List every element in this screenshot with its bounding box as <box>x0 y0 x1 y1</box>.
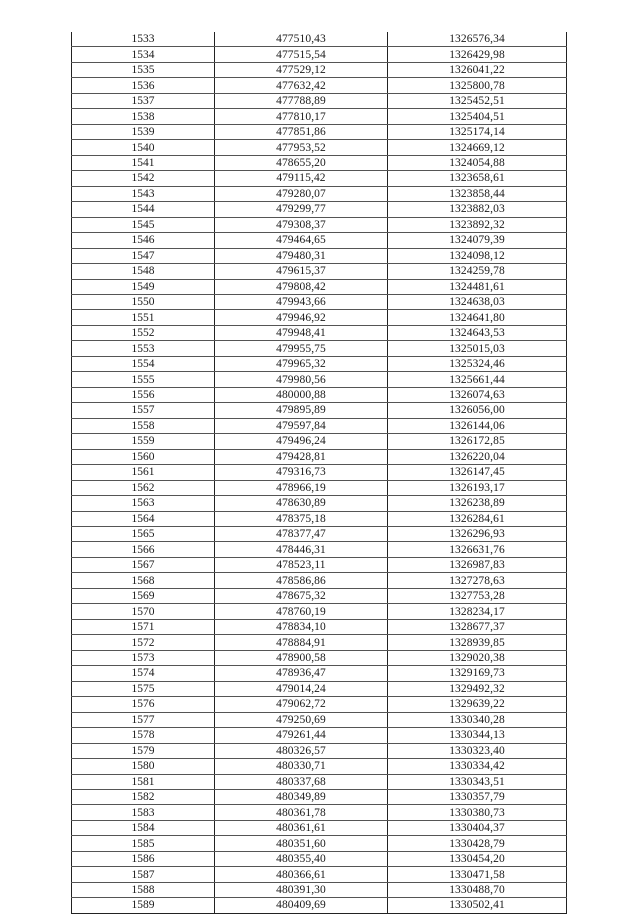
x-coordinate-cell: 480355,40 <box>215 851 388 866</box>
table-row <box>72 217 567 232</box>
table-row <box>72 124 567 139</box>
point-number-cell: 1545 <box>72 217 215 232</box>
point-number-cell: 1579 <box>72 743 215 758</box>
y-coordinate-cell: 1329020,38 <box>388 650 567 665</box>
y-coordinate-cell: 1330404,37 <box>388 820 567 835</box>
point-number-cell: 1577 <box>72 712 215 727</box>
table-row <box>72 882 567 897</box>
table-row <box>72 527 567 542</box>
point-number-cell: 1571 <box>72 619 215 634</box>
y-coordinate-cell: 1328234,17 <box>388 604 567 619</box>
y-coordinate-cell: 1325324,46 <box>388 356 567 371</box>
point-number-cell: 1561 <box>72 465 215 480</box>
point-number-cell: 1568 <box>72 573 215 588</box>
table-row <box>72 403 567 418</box>
x-coordinate-cell: 478630,89 <box>215 496 388 511</box>
y-coordinate-cell: 1330334,42 <box>388 759 567 774</box>
x-coordinate-cell: 479280,07 <box>215 186 388 201</box>
table-row <box>72 202 567 217</box>
table-row <box>72 47 567 62</box>
point-number-cell: 1576 <box>72 697 215 712</box>
x-coordinate-cell: 479062,72 <box>215 697 388 712</box>
table-row <box>72 898 567 913</box>
y-coordinate-cell: 1324641,80 <box>388 310 567 325</box>
point-number-cell: 1537 <box>72 93 215 108</box>
y-coordinate-cell: 1326238,89 <box>388 496 567 511</box>
x-coordinate-cell: 479299,77 <box>215 202 388 217</box>
y-coordinate-cell: 1324481,61 <box>388 279 567 294</box>
point-number-cell: 1551 <box>72 310 215 325</box>
table-row <box>72 310 567 325</box>
x-coordinate-cell: 479808,42 <box>215 279 388 294</box>
table-row <box>72 248 567 263</box>
y-coordinate-cell: 1326056,00 <box>388 403 567 418</box>
y-coordinate-cell: 1328677,37 <box>388 619 567 634</box>
table-row <box>72 109 567 124</box>
x-coordinate-cell: 479597,84 <box>215 418 388 433</box>
x-coordinate-cell: 478446,31 <box>215 542 388 557</box>
point-number-cell: 1558 <box>72 418 215 433</box>
table-row <box>72 32 567 47</box>
x-coordinate-cell: 479980,56 <box>215 372 388 387</box>
point-number-cell: 1543 <box>72 186 215 201</box>
y-coordinate-cell: 1327753,28 <box>388 588 567 603</box>
x-coordinate-cell: 477851,86 <box>215 124 388 139</box>
x-coordinate-cell: 479480,31 <box>215 248 388 263</box>
table-row <box>72 588 567 603</box>
table-row <box>72 233 567 248</box>
table-row <box>72 155 567 170</box>
point-number-cell: 1572 <box>72 635 215 650</box>
y-coordinate-cell: 1326987,83 <box>388 557 567 572</box>
point-number-cell: 1586 <box>72 851 215 866</box>
table-row <box>72 681 567 696</box>
table-row <box>72 356 567 371</box>
table-row <box>72 557 567 572</box>
y-coordinate-cell: 1330343,51 <box>388 774 567 789</box>
y-coordinate-cell: 1324079,39 <box>388 233 567 248</box>
point-number-cell: 1587 <box>72 867 215 882</box>
point-number-cell: 1581 <box>72 774 215 789</box>
y-coordinate-cell: 1323658,61 <box>388 171 567 186</box>
y-coordinate-cell: 1326631,76 <box>388 542 567 557</box>
y-coordinate-cell: 1326220,04 <box>388 449 567 464</box>
x-coordinate-cell: 480349,89 <box>215 789 388 804</box>
y-coordinate-cell: 1324098,12 <box>388 248 567 263</box>
point-number-cell: 1582 <box>72 789 215 804</box>
x-coordinate-cell: 478586,86 <box>215 573 388 588</box>
table-row <box>72 171 567 186</box>
point-number-cell: 1549 <box>72 279 215 294</box>
x-coordinate-cell: 479965,32 <box>215 356 388 371</box>
table-row <box>72 294 567 309</box>
y-coordinate-cell: 1330323,40 <box>388 743 567 758</box>
table-row <box>72 836 567 851</box>
x-coordinate-cell: 478523,11 <box>215 557 388 572</box>
x-coordinate-cell: 479895,89 <box>215 403 388 418</box>
x-coordinate-cell: 480361,78 <box>215 805 388 820</box>
y-coordinate-cell: 1324259,78 <box>388 264 567 279</box>
table-row <box>72 789 567 804</box>
x-coordinate-cell: 479496,24 <box>215 434 388 449</box>
y-coordinate-cell: 1324669,12 <box>388 140 567 155</box>
table-row <box>72 480 567 495</box>
table-row <box>72 341 567 356</box>
table-row <box>72 604 567 619</box>
table-row <box>72 867 567 882</box>
point-number-cell: 1578 <box>72 728 215 743</box>
x-coordinate-cell: 479615,37 <box>215 264 388 279</box>
y-coordinate-cell: 1324054,88 <box>388 155 567 170</box>
x-coordinate-cell: 480337,68 <box>215 774 388 789</box>
y-coordinate-cell: 1323892,32 <box>388 217 567 232</box>
x-coordinate-cell: 479948,41 <box>215 325 388 340</box>
point-number-cell: 1574 <box>72 666 215 681</box>
point-number-cell: 1541 <box>72 155 215 170</box>
point-number-cell: 1589 <box>72 898 215 913</box>
point-number-cell: 1560 <box>72 449 215 464</box>
x-coordinate-cell: 479014,24 <box>215 681 388 696</box>
point-number-cell: 1583 <box>72 805 215 820</box>
x-coordinate-cell: 478884,91 <box>215 635 388 650</box>
y-coordinate-cell: 1325800,78 <box>388 78 567 93</box>
x-coordinate-cell: 479250,69 <box>215 712 388 727</box>
y-coordinate-cell: 1330428,79 <box>388 836 567 851</box>
x-coordinate-cell: 477529,12 <box>215 62 388 77</box>
point-number-cell: 1535 <box>72 62 215 77</box>
table-row <box>72 743 567 758</box>
point-number-cell: 1555 <box>72 372 215 387</box>
table-row <box>72 465 567 480</box>
point-number-cell: 1567 <box>72 557 215 572</box>
point-number-cell: 1564 <box>72 511 215 526</box>
table-row <box>72 449 567 464</box>
x-coordinate-cell: 479261,44 <box>215 728 388 743</box>
y-coordinate-cell: 1326193,17 <box>388 480 567 495</box>
x-coordinate-cell: 478377,47 <box>215 527 388 542</box>
y-coordinate-cell: 1326147,45 <box>388 465 567 480</box>
x-coordinate-cell: 480351,60 <box>215 836 388 851</box>
x-coordinate-cell: 477632,42 <box>215 78 388 93</box>
y-coordinate-cell: 1326429,98 <box>388 47 567 62</box>
point-number-cell: 1573 <box>72 650 215 665</box>
table-row <box>72 774 567 789</box>
table-row <box>72 573 567 588</box>
table-row <box>72 820 567 835</box>
y-coordinate-cell: 1330340,28 <box>388 712 567 727</box>
y-coordinate-cell: 1326144,06 <box>388 418 567 433</box>
point-number-cell: 1563 <box>72 496 215 511</box>
point-number-cell: 1565 <box>72 527 215 542</box>
point-number-cell: 1556 <box>72 387 215 402</box>
x-coordinate-cell: 480326,57 <box>215 743 388 758</box>
y-coordinate-cell: 1330380,73 <box>388 805 567 820</box>
point-number-cell: 1575 <box>72 681 215 696</box>
table-row <box>72 186 567 201</box>
table-row <box>72 264 567 279</box>
y-coordinate-cell: 1326284,61 <box>388 511 567 526</box>
x-coordinate-cell: 480000,88 <box>215 387 388 402</box>
x-coordinate-cell: 477953,52 <box>215 140 388 155</box>
point-number-cell: 1538 <box>72 109 215 124</box>
x-coordinate-cell: 478900,58 <box>215 650 388 665</box>
x-coordinate-cell: 478760,19 <box>215 604 388 619</box>
point-number-cell: 1566 <box>72 542 215 557</box>
x-coordinate-cell: 479943,66 <box>215 294 388 309</box>
table-row <box>72 759 567 774</box>
table-row <box>72 619 567 634</box>
y-coordinate-cell: 1325404,51 <box>388 109 567 124</box>
y-coordinate-cell: 1326296,93 <box>388 527 567 542</box>
y-coordinate-cell: 1330454,20 <box>388 851 567 866</box>
point-number-cell: 1557 <box>72 403 215 418</box>
y-coordinate-cell: 1329169,73 <box>388 666 567 681</box>
table-row <box>72 434 567 449</box>
table-row <box>72 418 567 433</box>
x-coordinate-cell: 479316,73 <box>215 465 388 480</box>
point-number-cell: 1552 <box>72 325 215 340</box>
point-number-cell: 1548 <box>72 264 215 279</box>
y-coordinate-cell: 1326172,85 <box>388 434 567 449</box>
table-row <box>72 542 567 557</box>
x-coordinate-cell: 479955,75 <box>215 341 388 356</box>
x-coordinate-cell: 479464,65 <box>215 233 388 248</box>
table-row <box>72 325 567 340</box>
point-number-cell: 1547 <box>72 248 215 263</box>
point-number-cell: 1584 <box>72 820 215 835</box>
table-row <box>72 279 567 294</box>
x-coordinate-cell: 479946,92 <box>215 310 388 325</box>
table-row <box>72 496 567 511</box>
y-coordinate-cell: 1330502,41 <box>388 898 567 913</box>
y-coordinate-cell: 1326576,34 <box>388 32 567 47</box>
point-number-cell: 1554 <box>72 356 215 371</box>
y-coordinate-cell: 1330471,58 <box>388 867 567 882</box>
table-row <box>72 387 567 402</box>
point-number-cell: 1550 <box>72 294 215 309</box>
table-row <box>72 805 567 820</box>
y-coordinate-cell: 1330488,70 <box>388 882 567 897</box>
table-row <box>72 650 567 665</box>
point-number-cell: 1559 <box>72 434 215 449</box>
y-coordinate-cell: 1323882,03 <box>388 202 567 217</box>
point-number-cell: 1562 <box>72 480 215 495</box>
table-row <box>72 62 567 77</box>
table-row <box>72 372 567 387</box>
x-coordinate-cell: 480366,61 <box>215 867 388 882</box>
point-number-cell: 1534 <box>72 47 215 62</box>
y-coordinate-cell: 1329492,32 <box>388 681 567 696</box>
point-number-cell: 1542 <box>72 171 215 186</box>
x-coordinate-cell: 477515,54 <box>215 47 388 62</box>
y-coordinate-cell: 1327278,63 <box>388 573 567 588</box>
y-coordinate-cell: 1325452,51 <box>388 93 567 108</box>
point-number-cell: 1580 <box>72 759 215 774</box>
x-coordinate-cell: 479428,81 <box>215 449 388 464</box>
y-coordinate-cell: 1328939,85 <box>388 635 567 650</box>
table-row <box>72 712 567 727</box>
table-row <box>72 511 567 526</box>
y-coordinate-cell: 1324638,03 <box>388 294 567 309</box>
table-row <box>72 93 567 108</box>
point-number-cell: 1585 <box>72 836 215 851</box>
point-number-cell: 1570 <box>72 604 215 619</box>
y-coordinate-cell: 1330344,13 <box>388 728 567 743</box>
point-number-cell: 1536 <box>72 78 215 93</box>
x-coordinate-cell: 478375,18 <box>215 511 388 526</box>
coordinates-table <box>71 32 567 914</box>
table-row <box>72 666 567 681</box>
x-coordinate-cell: 478834,10 <box>215 619 388 634</box>
x-coordinate-cell: 478675,32 <box>215 588 388 603</box>
x-coordinate-cell: 480361,61 <box>215 820 388 835</box>
y-coordinate-cell: 1330357,79 <box>388 789 567 804</box>
x-coordinate-cell: 478655,20 <box>215 155 388 170</box>
x-coordinate-cell: 479308,37 <box>215 217 388 232</box>
point-number-cell: 1539 <box>72 124 215 139</box>
y-coordinate-cell: 1326074,63 <box>388 387 567 402</box>
point-number-cell: 1588 <box>72 882 215 897</box>
table-row <box>72 728 567 743</box>
point-number-cell: 1533 <box>72 32 215 47</box>
y-coordinate-cell: 1324643,53 <box>388 325 567 340</box>
x-coordinate-cell: 480391,30 <box>215 882 388 897</box>
table-row <box>72 635 567 650</box>
x-coordinate-cell: 480409,69 <box>215 898 388 913</box>
x-coordinate-cell: 478936,47 <box>215 666 388 681</box>
x-coordinate-cell: 478966,19 <box>215 480 388 495</box>
y-coordinate-cell: 1325015,03 <box>388 341 567 356</box>
y-coordinate-cell: 1329639,22 <box>388 697 567 712</box>
coordinates-table-body <box>72 32 567 913</box>
point-number-cell: 1544 <box>72 202 215 217</box>
table-row <box>72 140 567 155</box>
table-row <box>72 78 567 93</box>
x-coordinate-cell: 477810,17 <box>215 109 388 124</box>
table-row <box>72 697 567 712</box>
y-coordinate-cell: 1323858,44 <box>388 186 567 201</box>
y-coordinate-cell: 1325661,44 <box>388 372 567 387</box>
y-coordinate-cell: 1325174,14 <box>388 124 567 139</box>
point-number-cell: 1540 <box>72 140 215 155</box>
table-row <box>72 851 567 866</box>
x-coordinate-cell: 477788,89 <box>215 93 388 108</box>
y-coordinate-cell: 1326041,22 <box>388 62 567 77</box>
x-coordinate-cell: 480330,71 <box>215 759 388 774</box>
x-coordinate-cell: 479115,42 <box>215 171 388 186</box>
point-number-cell: 1553 <box>72 341 215 356</box>
x-coordinate-cell: 477510,43 <box>215 32 388 47</box>
point-number-cell: 1546 <box>72 233 215 248</box>
point-number-cell: 1569 <box>72 588 215 603</box>
